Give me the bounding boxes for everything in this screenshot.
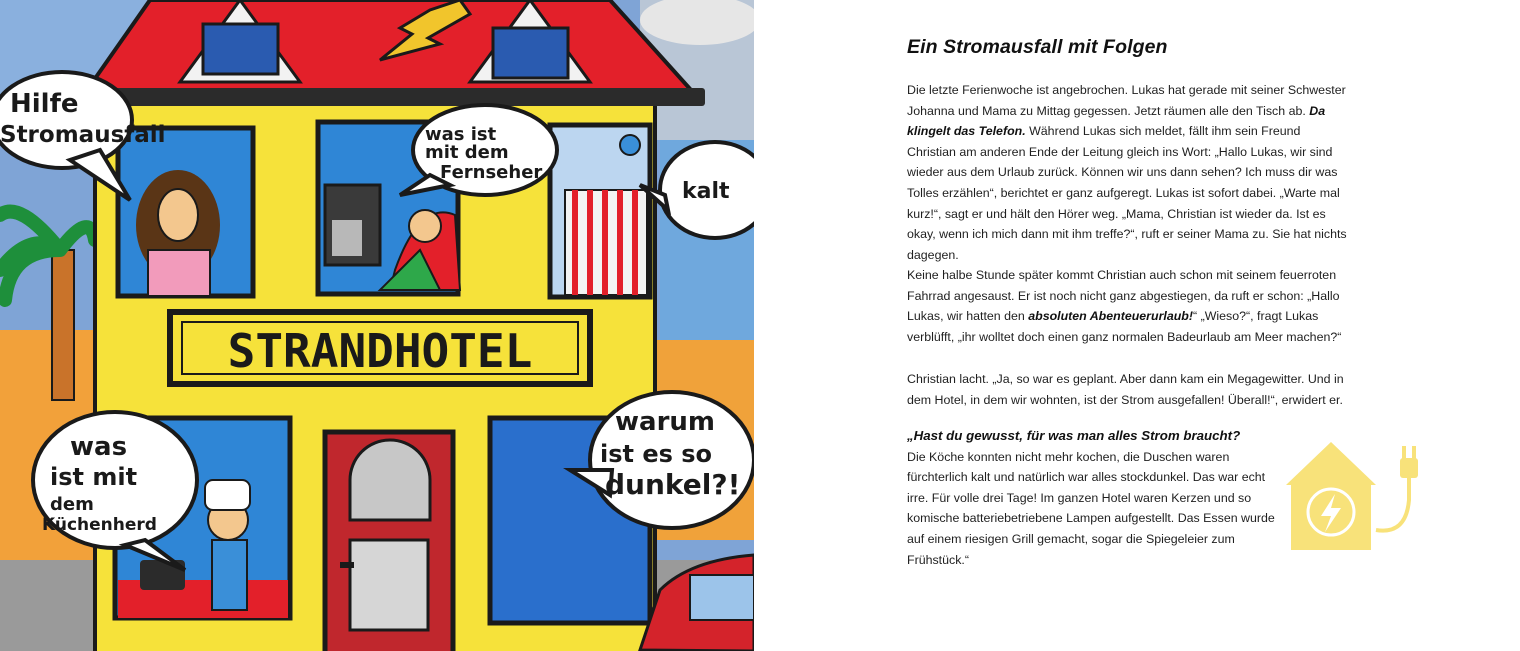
paragraph-blackout: „Hast du gewusst, für was man alles Strom braucht? Die Köche konnten nicht mehr kochen, die Duschen waren fürchterlich kalt und natürlich war alles stockdunkel. Das war echt irre. Für volle drei Tage! Im ganzen Hotel waren Kerzen und so komische batteriebetriebene Lampen aufgestellt. Das Essen wurde auf einem riesigen Grill gemacht, sogar die Spiegeleier zum Frühstück.“ <box>907 428 1275 567</box>
window-shower <box>550 125 650 297</box>
lead-question: „Hast du gewusst, für was man alles Strom braucht? <box>907 428 1241 443</box>
svg-text:Stromausfall: Stromausfall <box>0 122 166 148</box>
svg-text:warum: warum <box>615 407 715 437</box>
svg-text:Fernseher: Fernseher <box>440 162 543 183</box>
paragraph-arrival: Keine halbe Stunde später kommt Christian auch schon mit seinem feuerroten Fahrrad angesaust. Er ist noch nicht ganz abgestiegen, da ruft er schon: „Hallo Lukas, wir hatten den absoluten Abenteuerurlaub!“ „Wieso?“, fragt Lukas verblüfft, „ihr wolltet doch einen ganz normalen Badeurlaub am Meer machen?“ <box>907 268 1342 344</box>
svg-text:ist es so: ist es so <box>600 440 713 468</box>
svg-text:mit dem: mit dem <box>425 142 509 163</box>
paragraph-storm: Christian lacht. „Ja, so war es geplant. Aber dann kam ein Megagewitter. Und in dem Hotel, in dem wir wohnten, ist der Strom ausgefallen! Überall!“, erwidert er. <box>907 372 1344 407</box>
svg-text:was: was <box>70 432 128 462</box>
svg-text:was ist: was ist <box>425 124 497 145</box>
paragraph-intro: Die letzte Ferienwoche ist angebrochen. Lukas hat gerade mit seiner Schwester Johanna und Mama zu Mittag gegessen. Jetzt räumen alle den Tisch ab. Da klingelt das Telefon. Während Lukas sich meldet, fällt ihm sein Freund Christian am anderen Ende der Leitung gleich ins Wort: „Hallo Lukas, wir sind wieder aus dem Urlaub zurück. Können wir uns dann sehen? Ich muss dir was Tolles erzählen“, berichtet er ganz aufgeregt. Lukas ist sofort dabei. „Warte mal kurz!“, sagt er und hält den Hörer weg. „Mama, Christian ist wieder da. Ist es okay, wenn ich mich dann mit ihm treffe?“, ruft er seiner Mama zu. Sie hat nichts dagegen. <box>907 83 1347 262</box>
strandhotel-sign <box>170 312 590 384</box>
svg-text:Hilfe: Hilfe <box>10 89 79 119</box>
svg-text:ist mit: ist mit <box>50 463 138 491</box>
svg-text:Küchenherd: Küchenherd <box>42 515 157 535</box>
page-title: Ein Stromausfall mit Folgen <box>907 36 1168 58</box>
house-power-icon <box>1281 440 1421 555</box>
svg-text:dunkel?!: dunkel?! <box>605 468 741 501</box>
sign-text: STRANDHOTEL <box>227 324 533 378</box>
bold-phrase: absoluten Abenteuerurlaub! <box>1028 309 1193 324</box>
window-woman <box>118 128 253 296</box>
svg-text:dem: dem <box>50 494 94 515</box>
hotel-illustration <box>0 0 754 651</box>
story-page <box>754 0 1520 651</box>
hotel-door <box>325 432 453 651</box>
svg-text:kalt: kalt <box>682 179 730 204</box>
bold-phrase: Da klingelt das Telefon. <box>907 103 1326 139</box>
